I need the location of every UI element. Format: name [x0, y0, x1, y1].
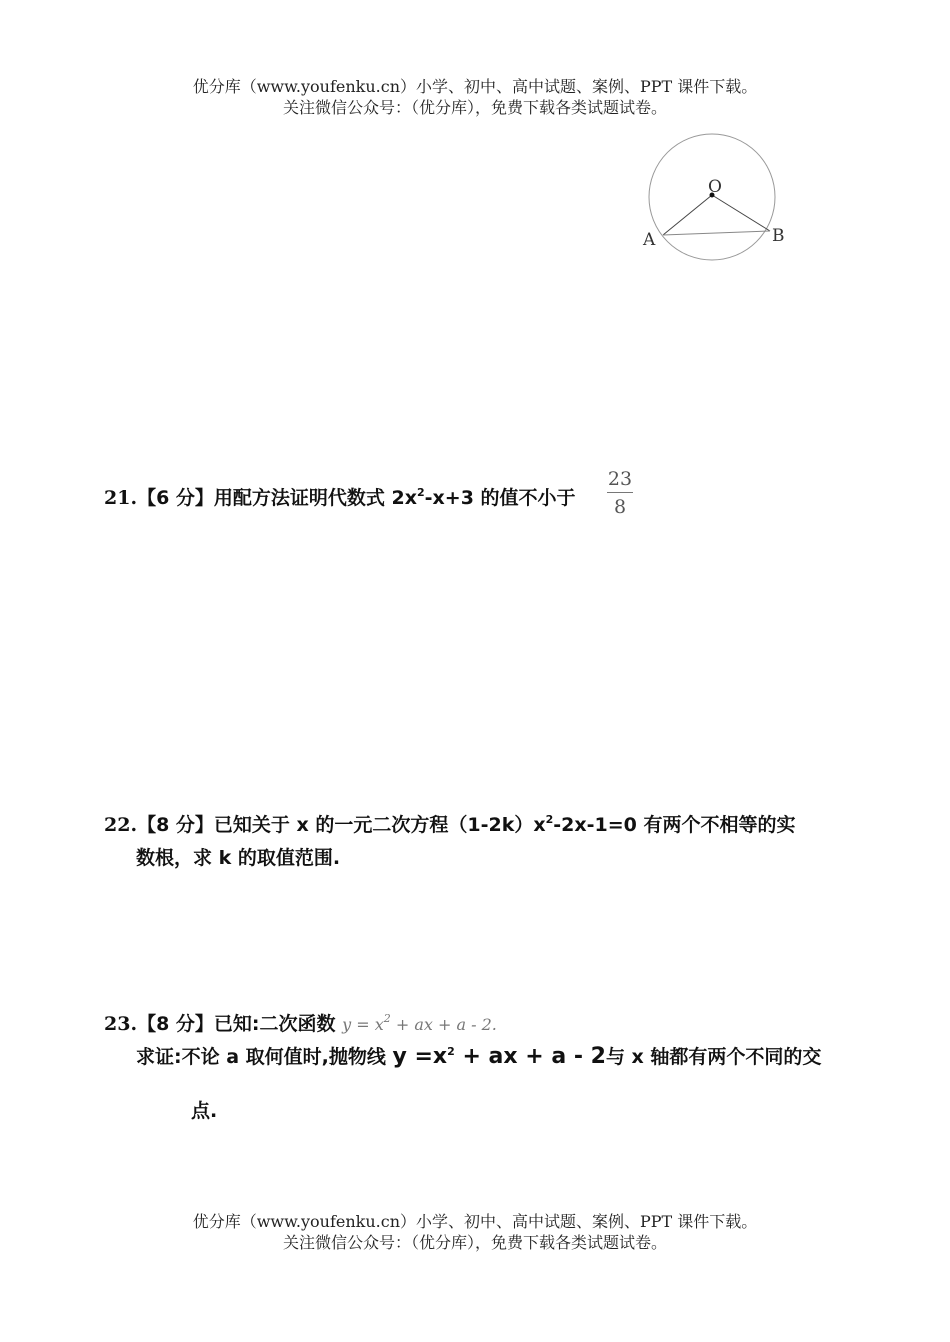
- radius-ob: [712, 195, 770, 231]
- q22-text-b: -2x-1=0 有两个不相等的实: [553, 814, 796, 836]
- q21-fraction: [607, 468, 633, 518]
- q22-line-2: 数根，求 k 的取值范围.: [136, 847, 341, 869]
- q23-score: 【8 分】: [137, 1013, 214, 1035]
- q21-sup: 2: [417, 486, 425, 499]
- q22-score: 【8 分】: [137, 814, 214, 836]
- q21-score: 【6 分】: [137, 487, 214, 509]
- q22-text-a: 已知关于 x 的一元二次方程（1-2k）x: [213, 814, 546, 836]
- chord-ab: [663, 231, 770, 235]
- label-b: B: [772, 226, 785, 246]
- q22-number: 22.: [104, 814, 138, 836]
- header-line-1: 优分库（www.youfenku.cn）小学、初中、高中试题、案例、PPT 课件下载。: [192, 77, 758, 96]
- q23-parabola: $y =x^2$ + ax + a - 2: [392, 1044, 606, 1069]
- q21-number: 21.: [104, 487, 138, 509]
- q23-proof: [136, 1042, 821, 1069]
- q23-proof-b: 与 x 轴都有两个不同的交: [605, 1046, 822, 1068]
- q23-proof-end: 点.: [191, 1100, 218, 1122]
- label-o: O: [708, 177, 722, 197]
- fraction-bar: [607, 492, 633, 493]
- q21-frac-denominator: 8: [613, 496, 627, 518]
- q23-proof-a: 求证:不论 a 取何值时,抛物线: [136, 1046, 386, 1068]
- label-a: A: [643, 230, 656, 250]
- q23-function: $y = x^2$ + ax + a - 2.: [342, 1012, 497, 1034]
- footer-line-2: 关注微信公众号：（优分库），免费下载各类试题试卷。: [282, 1233, 667, 1252]
- question-22: [104, 810, 796, 837]
- question-23: [104, 1009, 497, 1036]
- header-line-2: 关注微信公众号：（优分库），免费下载各类试题试卷。: [282, 98, 667, 117]
- q23-text-a: 已知:二次函数: [213, 1013, 336, 1035]
- q22-sup: 2: [545, 813, 554, 826]
- circle-figure: [630, 125, 800, 270]
- q21-text-a: 用配方法证明代数式 2x: [213, 487, 417, 509]
- question-21: [104, 483, 576, 510]
- q21-frac-numerator: 23: [607, 468, 633, 490]
- footer-line-1: 优分库（www.youfenku.cn）小学、初中、高中试题、案例、PPT 课件下载。: [192, 1212, 758, 1231]
- q21-text-b: -x+3 的值不小于: [424, 487, 576, 509]
- radius-oa: [663, 195, 712, 235]
- q23-number: 23.: [104, 1013, 138, 1035]
